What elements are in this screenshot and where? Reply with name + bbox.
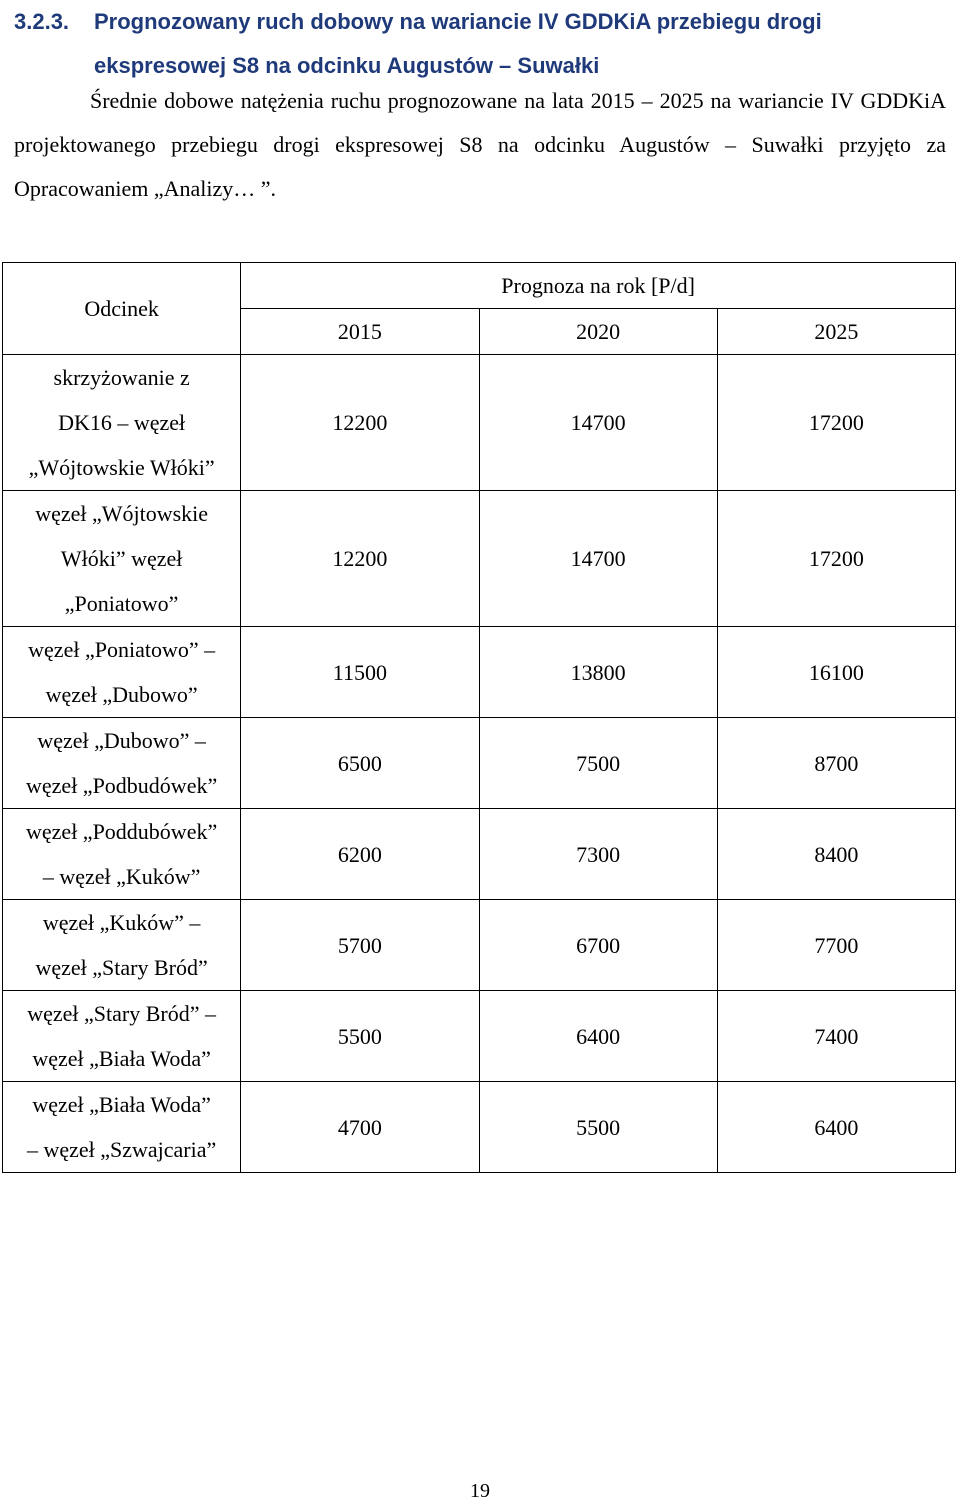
segment-line: skrzyżowanie z	[53, 365, 190, 390]
value-cell: 5500	[479, 1082, 717, 1173]
segment-cell	[3, 809, 241, 900]
value-cell: 6400	[479, 991, 717, 1082]
forecast-table	[2, 262, 956, 1173]
value-cell: 8400	[717, 809, 955, 900]
segment-line: węzeł „Biała Woda”	[32, 1092, 211, 1117]
segment-line: węzeł „Dubowo” –	[37, 728, 206, 753]
value-cell: 17200	[717, 491, 955, 627]
section-heading	[14, 0, 944, 88]
segment-cell	[3, 627, 241, 718]
segment-line: węzeł „Podbudówek”	[26, 773, 218, 798]
table-row	[3, 1082, 956, 1173]
segment-line: DK16 – węzeł	[58, 410, 186, 435]
year-header: 2020	[479, 309, 717, 355]
value-cell: 5700	[241, 900, 479, 991]
segment-line: „Poniatowo”	[64, 591, 179, 616]
segment-line: „Wójtowskie Włóki”	[28, 455, 215, 480]
segment-line: – węzeł „Kuków”	[42, 864, 201, 889]
segment-cell	[3, 1082, 241, 1173]
segment-line: Włóki” węzeł	[60, 546, 183, 571]
segment-line: węzeł „Kuków” –	[42, 910, 201, 935]
table-row	[3, 491, 956, 627]
value-cell: 12200	[241, 355, 479, 491]
value-cell: 11500	[241, 627, 479, 718]
table-body	[3, 355, 956, 1173]
section-number: 3.2.3.	[14, 9, 70, 34]
value-cell: 7700	[717, 900, 955, 991]
table-row	[3, 900, 956, 991]
page-number: 19	[470, 1480, 490, 1502]
value-cell: 14700	[479, 491, 717, 627]
table-row	[3, 718, 956, 809]
value-cell: 7300	[479, 809, 717, 900]
table-row	[3, 809, 956, 900]
segment-cell	[3, 355, 241, 491]
section-title-line2: ekspresowej S8 na odcinku Augustów – Suwałki	[94, 53, 600, 78]
value-cell: 4700	[241, 1082, 479, 1173]
section-title-line1: Prognozowany ruch dobowy na wariancie IV GDDKiA przebiegu drogi	[94, 9, 822, 34]
table-row	[3, 991, 956, 1082]
segment-line: węzeł „Poniatowo” –	[28, 637, 216, 662]
segment-cell	[3, 718, 241, 809]
value-cell: 17200	[717, 355, 955, 491]
segment-header: Odcinek	[3, 263, 241, 355]
segment-line: węzeł „Stary Bród”	[35, 955, 208, 980]
value-cell: 5500	[241, 991, 479, 1082]
segment-cell	[3, 991, 241, 1082]
segment-line: węzeł „Wójtowskie	[35, 501, 209, 526]
value-cell: 8700	[717, 718, 955, 809]
segment-line: – węzeł „Szwajcaria”	[26, 1137, 217, 1162]
segment-line: węzeł „Biała Woda”	[32, 1046, 211, 1071]
segment-line: węzeł „Poddubówek”	[26, 819, 218, 844]
intro-text: Średnie dobowe natężenia ruchu prognozowane na lata 2015 – 2025 na wariancie IV GDDKiA projektowanego przebiegu drogi ekspresowej S8 na odcinku Augustów – Suwałki przyjęto za Opracowaniem „Analizy… ”.	[14, 88, 946, 201]
value-cell: 13800	[479, 627, 717, 718]
year-header: 2015	[241, 309, 479, 355]
segment-cell	[3, 491, 241, 627]
value-cell: 6200	[241, 809, 479, 900]
value-cell: 12200	[241, 491, 479, 627]
intro-paragraph	[14, 79, 946, 211]
value-cell: 7500	[479, 718, 717, 809]
table-row	[3, 355, 956, 491]
value-cell: 6700	[479, 900, 717, 991]
value-cell: 16100	[717, 627, 955, 718]
value-cell: 6400	[717, 1082, 955, 1173]
year-header: 2025	[717, 309, 955, 355]
segment-cell	[3, 900, 241, 991]
forecast-header: Prognoza na rok [P/d]	[241, 263, 956, 309]
segment-line: węzeł „Dubowo”	[45, 682, 198, 707]
table-row	[3, 627, 956, 718]
segment-line: węzeł „Stary Bród” –	[27, 1001, 216, 1026]
value-cell: 6500	[241, 718, 479, 809]
value-cell: 14700	[479, 355, 717, 491]
value-cell: 7400	[717, 991, 955, 1082]
